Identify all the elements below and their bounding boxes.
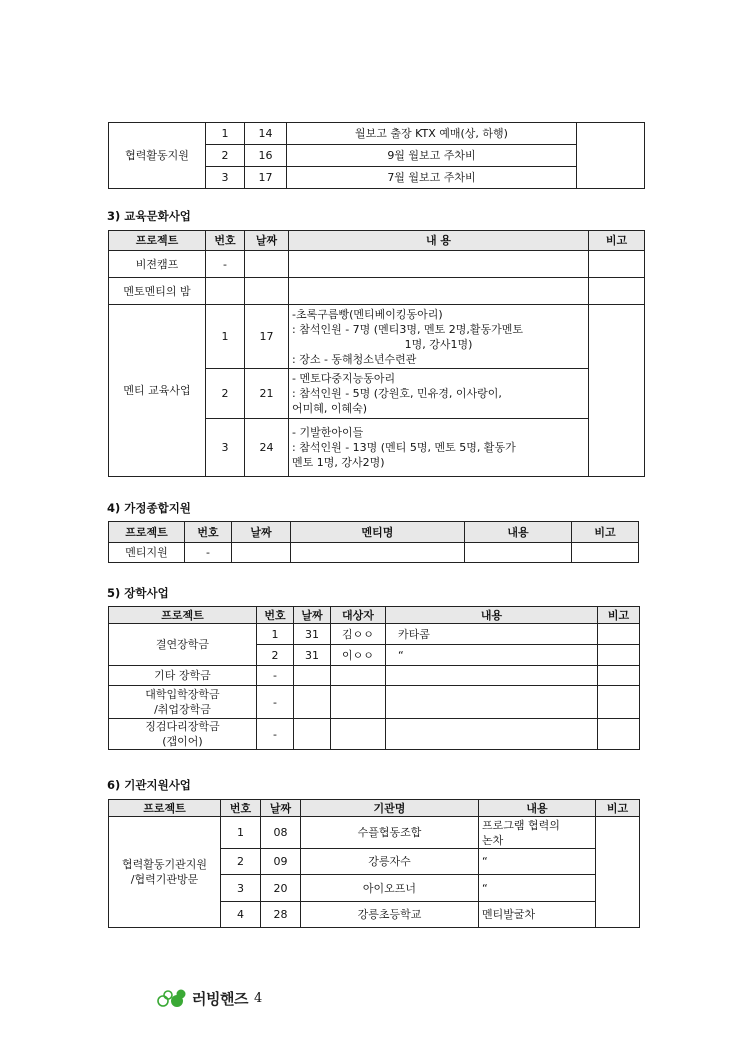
table-cell: 08	[261, 817, 301, 849]
remarks-cell	[577, 123, 645, 189]
table-cell: 31	[294, 624, 331, 645]
project-cell: 멘티지원	[109, 543, 185, 563]
table-cell: 3	[206, 419, 245, 477]
table-cell: 2	[257, 645, 294, 666]
agency-support-table	[108, 799, 640, 928]
table-cell: 멘티발굴차	[479, 902, 596, 928]
table-cell	[598, 719, 640, 750]
section-heading: 4) 가정종합지원	[107, 501, 191, 515]
table-cell: 김ㅇㅇ	[331, 624, 386, 645]
table-cell: 카타콤	[386, 624, 598, 645]
table-cell: 이ㅇㅇ	[331, 645, 386, 666]
column-header: 프로젝트	[109, 522, 185, 543]
table-cell: 2	[206, 145, 245, 167]
content-cell	[479, 817, 596, 849]
content-line: : 참석인원 - 5명 (강원호, 민유경, 이사랑이,	[292, 387, 502, 400]
content-line: : 참석인원 - 13명 (멘티 5명, 멘토 5명, 활동가	[292, 441, 516, 454]
table-cell	[572, 543, 639, 563]
content-cell	[289, 305, 589, 369]
table-cell: 28	[261, 902, 301, 928]
table-cell	[289, 278, 589, 305]
table-cell: 월보고 출장 KTX 예매(상, 하행)	[287, 123, 577, 145]
table-cell: “	[386, 645, 598, 666]
section-heading: 3) 교육문화사업	[107, 209, 191, 223]
section-heading: 5) 장학사업	[107, 586, 169, 600]
table-cell: 4	[221, 902, 261, 928]
column-header: 번호	[185, 522, 232, 543]
table-cell: 09	[261, 849, 301, 875]
table-cell: 수플협동조합	[301, 817, 479, 849]
table-cell	[331, 719, 386, 750]
table-cell: 7월 월보고 주차비	[287, 167, 577, 189]
column-header: 내 용	[289, 231, 589, 251]
column-header: 멘티명	[291, 522, 465, 543]
column-header: 비고	[589, 231, 645, 251]
table-cell	[598, 624, 640, 645]
column-header: 날짜	[232, 522, 291, 543]
project-line: /취업장학금	[154, 703, 211, 716]
remarks-cell	[589, 305, 645, 477]
project-cell: 멘토멘티의 밤	[109, 278, 206, 305]
table-cell: 21	[245, 369, 289, 419]
column-header: 프로젝트	[109, 800, 221, 817]
table-cell	[331, 686, 386, 719]
content-line: 1명, 강사1명)	[404, 337, 473, 351]
table-cell	[294, 719, 331, 750]
content-line: -초록구름빵(멘티베이킹동아리)	[292, 307, 443, 321]
content-cell	[289, 419, 589, 477]
column-header: 번호	[206, 231, 245, 251]
table-cell	[465, 543, 572, 563]
table-cell	[598, 666, 640, 686]
column-header: 비고	[596, 800, 640, 817]
table-cell	[245, 251, 289, 278]
project-cell: 멘티 교육사업	[109, 305, 206, 477]
table-cell	[386, 666, 598, 686]
project-cell: 기타 장학금	[109, 666, 257, 686]
table-cell: 20	[261, 875, 301, 902]
content-line: 프로그램 협력의	[482, 818, 560, 832]
table-cell: -	[185, 543, 232, 563]
project-line: 징검다리장학금	[145, 720, 220, 733]
column-header: 번호	[221, 800, 261, 817]
table-cell: “	[479, 849, 596, 875]
column-header: 대상자	[331, 607, 386, 624]
column-header: 프로젝트	[109, 231, 206, 251]
table-cell: 31	[294, 645, 331, 666]
top-table	[108, 122, 645, 189]
column-header: 내용	[465, 522, 572, 543]
table-cell: 16	[245, 145, 287, 167]
table-cell	[289, 251, 589, 278]
column-header: 번호	[257, 607, 294, 624]
project-line: 협력활동기관지원	[121, 858, 207, 871]
table-cell: 14	[245, 123, 287, 145]
table-cell: 17	[245, 167, 287, 189]
content-line: : 장소 - 동해청소년수련관	[292, 352, 417, 366]
page-number: 4	[253, 990, 263, 1006]
project-cell	[109, 686, 257, 719]
top-project-cell: 협력활동지원	[109, 123, 206, 189]
table-cell: 1	[257, 624, 294, 645]
section-heading: 6) 기관지원사업	[107, 778, 191, 792]
table-cell	[331, 666, 386, 686]
table-cell: -	[257, 686, 294, 719]
column-header: 내용	[386, 607, 598, 624]
table-cell	[589, 278, 645, 305]
table-cell	[598, 686, 640, 719]
table-cell	[294, 666, 331, 686]
table-cell: 아이오프너	[301, 875, 479, 902]
table-cell: 1	[221, 817, 261, 849]
table-cell: “	[479, 875, 596, 902]
table-cell: -	[257, 719, 294, 750]
table-cell: 2	[206, 369, 245, 419]
project-cell: 결연장학금	[109, 624, 257, 666]
remarks-cell	[596, 817, 640, 928]
brand-name: 러빙핸즈	[192, 989, 248, 1008]
table-cell: -	[206, 251, 245, 278]
table-cell: 1	[206, 123, 245, 145]
clover-logo-icon	[156, 986, 188, 1010]
content-line: 논차	[482, 833, 504, 847]
footer	[156, 985, 262, 1011]
content-line: - 기발한아이들	[292, 426, 364, 439]
table-cell: -	[257, 666, 294, 686]
table-cell: 9월 월보고 주차비	[287, 145, 577, 167]
project-cell: 비젼캠프	[109, 251, 206, 278]
table-cell: 24	[245, 419, 289, 477]
table-cell: 17	[245, 305, 289, 369]
project-line: (갭이어)	[162, 735, 203, 748]
table-cell	[291, 543, 465, 563]
column-header: 내용	[479, 800, 596, 817]
table-cell	[589, 251, 645, 278]
column-header: 비고	[598, 607, 640, 624]
content-line: 멘토 1명, 강사2명)	[292, 456, 385, 469]
table-cell	[598, 645, 640, 666]
table-cell	[386, 719, 598, 750]
table-cell	[232, 543, 291, 563]
table-cell	[386, 686, 598, 719]
table-cell: 2	[221, 849, 261, 875]
project-cell	[109, 719, 257, 750]
content-line: : 참석인원 - 7명 (멘티3명, 멘토 2명,활동가멘토	[292, 322, 523, 336]
table-cell	[245, 278, 289, 305]
table-cell: 1	[206, 305, 245, 369]
table-cell: 3	[221, 875, 261, 902]
content-line: 어미혜, 이혜숙)	[292, 402, 368, 415]
column-header: 날짜	[245, 231, 289, 251]
column-header: 프로젝트	[109, 607, 257, 624]
content-line: - 멘토다중지능동아리	[292, 372, 396, 385]
column-header: 비고	[572, 522, 639, 543]
column-header: 날짜	[294, 607, 331, 624]
family-support-table	[108, 521, 639, 563]
table-cell: 3	[206, 167, 245, 189]
table-cell: 강릉초등학교	[301, 902, 479, 928]
column-header: 기관명	[301, 800, 479, 817]
table-cell	[294, 686, 331, 719]
project-cell	[109, 817, 221, 928]
table-cell: 강릉자수	[301, 849, 479, 875]
education-table	[108, 230, 645, 477]
content-cell	[289, 369, 589, 419]
table-cell	[206, 278, 245, 305]
project-line: /협력기관방문	[130, 873, 199, 886]
column-header: 날짜	[261, 800, 301, 817]
scholarship-table	[108, 606, 640, 750]
project-line: 대학입학장학금	[145, 688, 220, 701]
